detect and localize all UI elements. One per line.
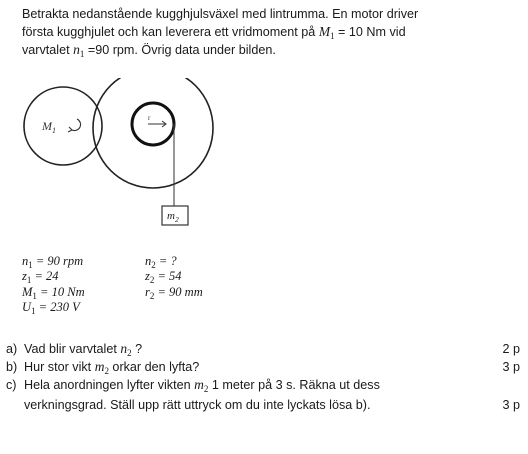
question-b: [6, 358, 520, 376]
data-n2: $n_2$ = ?: [145, 254, 177, 270]
data-U1: $U_1 = 230$ V: [22, 300, 80, 317]
large-gear: [93, 78, 213, 188]
data-n1: $n_1 = 90$ rpm: [22, 254, 84, 270]
question-c-points: 3 p: [502, 398, 520, 412]
question-c-text: Hela anordningen lyfter vikten $m_2$ 1 meter på 3 s. Räkna ut dess: [24, 377, 380, 394]
symbol-n1: $n_1$: [73, 42, 85, 59]
question-c-text-line2: verkningsgrad. Ställ upp rätt uttryck om du inte lyckats lösa b).: [24, 398, 371, 412]
question-a-points: 2 p: [502, 342, 520, 356]
rotation-arrow-icon: [68, 119, 81, 132]
question-c-letter: c): [6, 378, 17, 392]
motor-label: $M_1$: [42, 119, 56, 135]
small-gear: [24, 87, 102, 165]
question-b-points: 3 p: [502, 360, 520, 374]
svg-text:r: r: [148, 114, 151, 122]
question-a-text: Vad blir varvtalet $n_2$ ?: [24, 341, 143, 358]
question-c-continued: [6, 396, 520, 414]
given-data-left: [22, 254, 85, 316]
question-a: [6, 340, 520, 358]
questions: [6, 340, 520, 414]
gear-drum-diagram: [20, 78, 220, 238]
radius-arrow-icon: [148, 114, 166, 127]
symbol-M1: $M_1$: [318, 24, 335, 41]
question-c: [6, 376, 520, 394]
weight-label: $m_2$: [167, 210, 179, 224]
intro-line-1: Betrakta nedanstående kugghjulsväxel med lintrumma. En motor driver: [22, 7, 419, 21]
intro-line-3: varvtalet $n_1 =90$ rpm. Övrig data under bilden.: [22, 42, 276, 59]
data-r2: $r_2 = 90$ mm: [145, 284, 203, 301]
intro-line-2: första kugghjulet och kan leverera ett vridmoment på $M_1 = 10$ Nm vid: [22, 24, 406, 41]
given-data-right: [145, 254, 203, 300]
problem-intro: [22, 6, 522, 59]
data-z2: $z_2 = 54$: [145, 269, 182, 286]
question-b-letter: b): [6, 360, 18, 374]
data-M1: $M_1 = 10$ Nm: [22, 284, 85, 301]
question-a-letter: a): [6, 342, 18, 356]
question-b-text: Hur stor vikt $m_2$ orkar den lyfta?: [24, 359, 200, 376]
data-z1: $z_1 = 24$: [22, 269, 59, 286]
